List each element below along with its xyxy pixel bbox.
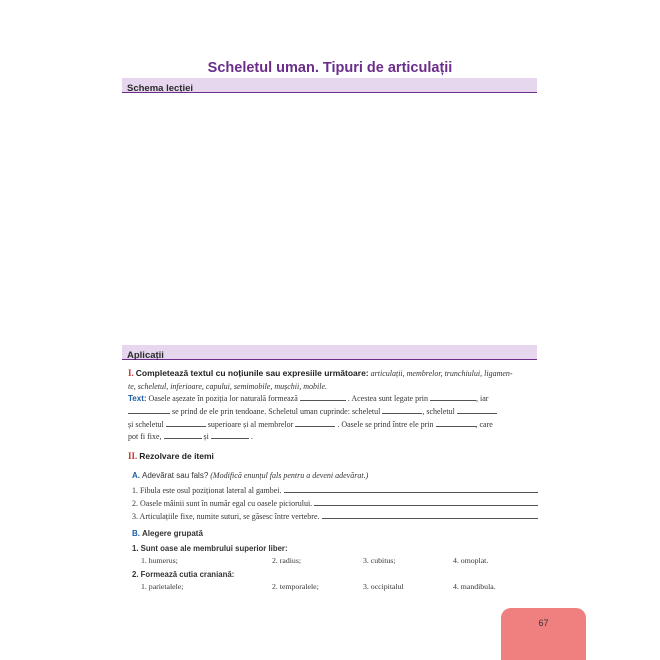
blank-line[interactable] — [300, 393, 346, 401]
question-2-text: 2. Formează cutia craniană: — [132, 570, 235, 579]
option[interactable]: 2. radius; — [272, 556, 302, 565]
blank-line[interactable] — [382, 406, 422, 414]
page-number-tab — [501, 608, 586, 660]
option[interactable]: 3. occipitalul — [363, 582, 404, 591]
text-fragment: superioare și al membrelor — [207, 419, 294, 429]
option[interactable]: 1. humerus; — [141, 556, 178, 565]
blank-line[interactable] — [436, 419, 476, 427]
blank-line[interactable] — [128, 406, 170, 414]
blank-line[interactable] — [166, 419, 206, 427]
section-2-heading-row — [128, 450, 214, 464]
option[interactable]: 1. parietalele; — [141, 582, 184, 591]
question-2-options — [141, 582, 496, 591]
fill-text-paragraph — [128, 393, 540, 444]
text-label: Text: — [128, 394, 147, 403]
schema-section-bar — [122, 78, 537, 93]
question-2 — [132, 569, 234, 582]
question-1-text: 1. Sunt oase ale membrului superior liber: — [132, 544, 288, 553]
subsection-a-letter: A. — [132, 471, 140, 480]
answer-line[interactable] — [284, 485, 538, 493]
subsection-a-title: Adevărat sau fals? — [142, 471, 209, 480]
answer-line[interactable] — [322, 511, 539, 519]
subsection-a-note: (Modifică enunțul fals pentru a deveni adevărat.) — [210, 471, 369, 480]
text-fragment: . Oasele se prind între ele prin — [337, 419, 434, 429]
blank-line[interactable] — [430, 393, 476, 401]
section-1-instruction — [128, 367, 538, 394]
true-false-item — [132, 485, 538, 523]
terms-line-2: te, scheletul, inferioare, capului, semimobile, mușchii, mobile. — [128, 381, 327, 391]
section-1-number: I. — [128, 368, 134, 378]
answer-line[interactable] — [314, 498, 538, 506]
subsection-a-heading — [132, 470, 542, 483]
question-1 — [132, 543, 288, 556]
page-number: 67 — [538, 618, 549, 628]
statement-text: 1. Fibula este osul poziționat lateral al gambei. — [132, 486, 282, 495]
text-fragment: , iar — [475, 394, 489, 403]
text-fragment: se prind de ele prin tendoane. Scheletul uman cuprinde: scheletul — [172, 406, 381, 416]
statement-text: 3. Articulațiile fixe, numite suturi, se găsesc între vertebre. — [132, 511, 320, 521]
text-fragment: Oasele așezate în poziția lor naturală formează — [148, 394, 298, 403]
blank-line[interactable] — [295, 419, 335, 427]
subsection-b-title: Alegere grupată — [142, 529, 203, 538]
terms-line-1: articulații, membrelor, trunchiului, ligamen- — [370, 369, 513, 378]
page-title: Scheletul uman. Tipuri de articulații — [207, 60, 453, 76]
question-1-options — [141, 556, 488, 565]
applications-heading: Aplicații — [127, 350, 164, 361]
subsection-b-heading — [132, 528, 203, 541]
text-fragment: și scheletul — [128, 419, 164, 429]
text-fragment: și — [203, 432, 209, 442]
statement-text: 2. Oasele mâinii sunt în număr egal cu oasele piciorului. — [132, 498, 313, 508]
text-fragment: , scheletul — [422, 406, 455, 416]
section-2-number: II. — [128, 451, 138, 461]
blank-line[interactable] — [211, 431, 249, 439]
blank-line[interactable] — [457, 406, 497, 414]
schema-heading: Schema lecției — [127, 83, 194, 94]
applications-section-bar — [122, 345, 537, 360]
text-fragment: . Acestea sunt legate prin — [347, 394, 428, 403]
text-fragment: pot fi fixe, — [128, 432, 162, 442]
subsection-b-letter: B. — [132, 529, 140, 538]
option[interactable]: 4. omoplat. — [453, 556, 489, 565]
option[interactable]: 3. cubitus; — [363, 556, 396, 565]
option[interactable]: 4. mandibula. — [453, 582, 496, 591]
text-fragment: . — [250, 432, 253, 442]
text-fragment: , care — [475, 419, 493, 429]
section-1-heading: Completează textul cu noțiunile sau expresiile următoare: — [135, 368, 369, 378]
section-2-heading: Rezolvare de itemi — [139, 451, 214, 461]
blank-line[interactable] — [164, 431, 202, 439]
option[interactable]: 2. temporalele; — [272, 582, 319, 591]
